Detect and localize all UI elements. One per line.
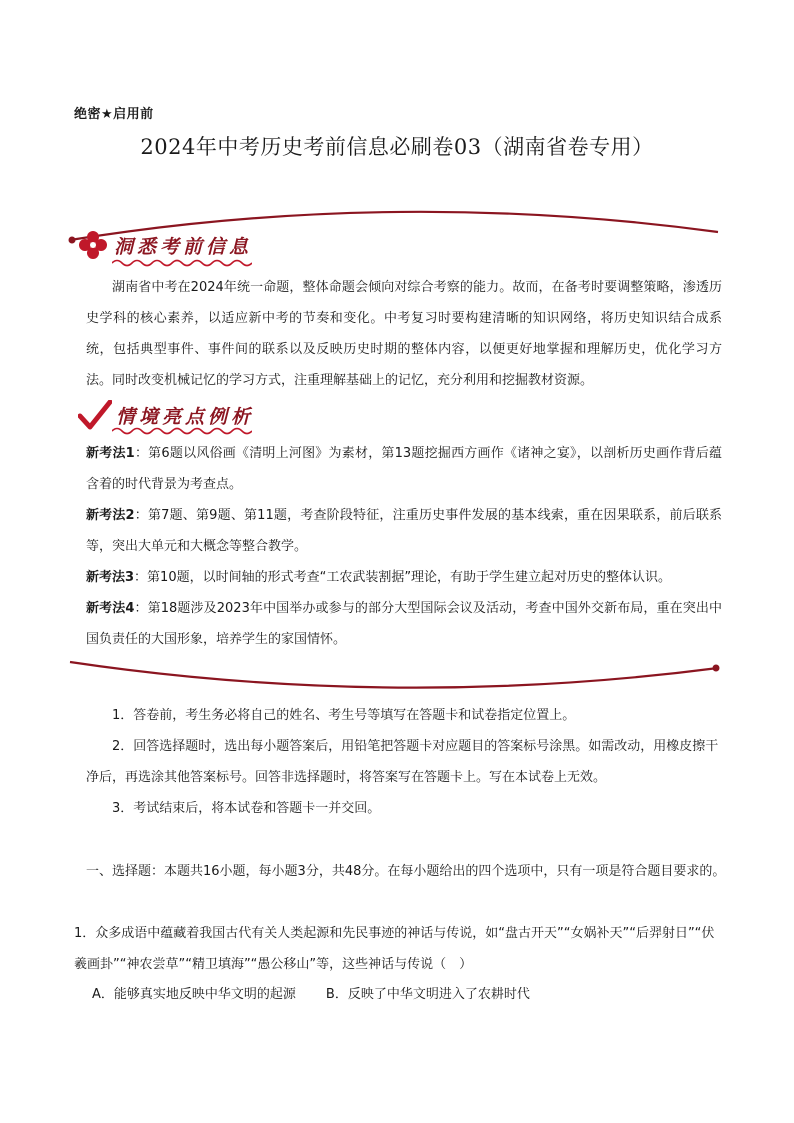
highlight-label: 新考法4 [86,601,135,616]
secret-label: 绝密★启用前 [74,107,154,122]
question-stem: 1．众多成语中蕴藏着我国古代有关人类起源和先民事迹的神话与传说，如“盘古开天”“女娲补天”“后羿射日”“伏羲画卦”“神农尝草”“精卫填海”“愚公移山”等，这些神话与传说（ ） [74,926,715,972]
highlight-text: ：第18题涉及2023年中国举办或参与的部分大型国际会议及活动，考查中国外交新布局，重在突出中国负责任的大国形象，培养学生的家国情怀。 [86,601,722,647]
option-a[interactable]: A．能够真实地反映中华文明的起源 [92,987,296,1002]
page-title: 2024年中考历史考前信息必刷卷03（湖南省卷专用） [140,135,654,159]
notice-item: 1．答卷前，考生务必将自己的姓名、考生号等填写在答题卡和试卷指定位置上。 [112,708,576,723]
highlight-text: ：第10题，以时间轴的形式考查“工农武装割据”理论，有助于学生建立起对历史的整体认识。 [134,570,672,585]
info-paragraph: 湖南省中考在2024年统一命题，整体命题会倾向对综合考察的能力。故而，在备考时要调整策略，渗透历史学科的核心素养，以适应新中考的节奏和变化。中考复习时要构建清晰的知识网络，将历史知识结合成系统，包括典型事件、事件间的联系以及反映历史时期的整体内容，以便更好地掌握和理解历史，优化学习方法。同时改变机械记忆的学习方式，注重理解基础上的记忆，充分利用和挖掘教材资源。 [86,280,722,388]
highlight-text: ：第7题、第9题、第11题，考查阶段特征，注重历史事件发展的基本线索，重在因果联系，前后联系等，突出大单元和大概念等整合教学。 [86,508,722,554]
highlight-item [86,500,722,562]
notice-item: 3．考试结束后，将本试卷和答题卡一并交回。 [112,801,381,816]
highlight-label: 新考法3 [86,570,135,585]
highlight-section-title: 情境亮点例析 [116,405,255,428]
highlight-item [86,593,722,655]
frame-bottom-curve [70,662,718,688]
highlight-label: 新考法1 [86,446,135,461]
wave-underline [112,258,252,268]
notice-item: 2．回答选择题时，选出每小题答案后，用铅笔把答题卡对应题目的答案标号涂黑。如需改动，用橡皮擦干净后，再选涂其他答案标号。回答非选择题时，将答案写在答题卡上。写在本试卷上无效。 [86,739,719,785]
flower-icon [78,230,108,260]
wave-underline [112,426,252,436]
part-one-heading: 一、选择题：本题共16小题，每小题3分，共48分。在每小题给出的四个选项中，只有一项是符合题目要求的。 [86,864,726,879]
info-section-heading [78,230,252,260]
info-section-title: 洞悉考前信息 [114,235,253,258]
checkmark-icon [78,400,112,430]
frame-top-dot [69,237,76,244]
highlight-item [86,438,722,500]
highlight-text: ：第6题以风俗画《清明上河图》为素材，第13题挖掘西方画作《诸神之宴》，以剖析历史画作背后蕴含着的时代背景为考查点。 [86,446,722,492]
option-b[interactable]: B．反映了中华文明进入了农耕时代 [325,987,530,1002]
highlight-item [86,562,722,593]
question-options [92,983,530,1002]
frame-bottom-dot [713,665,720,672]
highlight-label: 新考法2 [86,508,135,523]
